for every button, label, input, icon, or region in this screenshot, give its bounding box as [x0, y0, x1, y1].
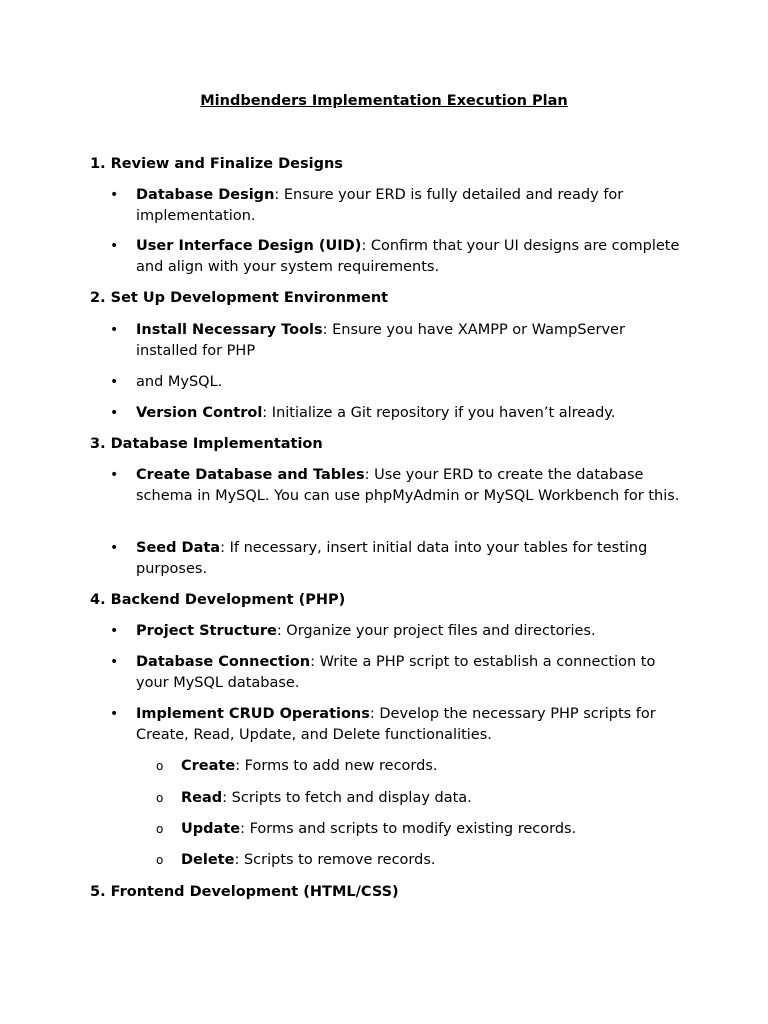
bullet: •: [110, 374, 119, 390]
list-item: [110, 320, 690, 362]
document-title: Mindbenders Implementation Execution Plan: [200, 93, 568, 109]
section-heading: 2. Set Up Development Environment: [90, 290, 389, 306]
list-item: [110, 704, 690, 746]
item-text: : If necessary, insert initial data into your tables for testing purposes.: [136, 540, 648, 577]
item-text: : Scripts to remove records.: [234, 852, 436, 868]
item-term: Read: [181, 790, 223, 806]
item-text: : Organize your project files and directories.: [276, 623, 596, 639]
sub-list-item: [156, 850, 686, 871]
sub-list-item: [156, 788, 686, 809]
item-text: : Use your ERD to create the database schema in MySQL. You can use phpMyAdmin or MySQL Workbench for this.: [136, 467, 680, 504]
item-term: Version Control: [136, 405, 263, 421]
list-item: [110, 372, 690, 393]
item-term: Project Structure: [136, 623, 277, 639]
list-item: [110, 236, 690, 278]
section-heading: 4. Backend Development (PHP): [90, 592, 346, 608]
list-item: [110, 403, 690, 424]
bullet: •: [110, 706, 119, 722]
list-item: [110, 538, 690, 580]
item-text: : Confirm that your UI designs are complete and align with your system requirements.: [136, 238, 680, 275]
item-term: Update: [181, 821, 241, 837]
item-term: Create: [181, 758, 236, 774]
list-item: [110, 185, 690, 227]
sub-bullet: o: [156, 822, 164, 836]
item-term: User Interface Design (UID): [136, 238, 362, 254]
item-text: : Ensure your ERD is fully detailed and ready for implementation.: [136, 187, 624, 224]
list-item: [110, 465, 690, 507]
bullet: •: [110, 187, 119, 203]
sub-bullet: o: [156, 791, 164, 805]
sub-bullet: o: [156, 759, 164, 773]
bullet: •: [110, 540, 119, 556]
bullet: •: [110, 322, 119, 338]
item-term: Implement CRUD Operations: [136, 706, 370, 722]
item-text: : Initialize a Git repository if you haven’t already.: [262, 405, 616, 421]
item-term: Database Design: [136, 187, 275, 203]
bullet: •: [110, 238, 119, 254]
bullet: •: [110, 654, 119, 670]
item-term: Install Necessary Tools: [136, 322, 323, 338]
list-item: [110, 621, 690, 642]
bullet: •: [110, 467, 119, 483]
section-heading: 1. Review and Finalize Designs: [90, 156, 343, 172]
item-term: Delete: [181, 852, 235, 868]
item-term: Database Connection: [136, 654, 311, 670]
item-term: Seed Data: [136, 540, 221, 556]
item-text: : Develop the necessary PHP scripts for Create, Read, Update, and Delete functionalities.: [136, 706, 656, 743]
item-text: : Forms to add new records.: [235, 758, 438, 774]
item-text: and MySQL.: [136, 374, 223, 390]
section-heading: 3. Database Implementation: [90, 436, 323, 452]
item-text: : Forms and scripts to modify existing records.: [240, 821, 577, 837]
section-heading: 5. Frontend Development (HTML/CSS): [90, 884, 399, 900]
bullet: •: [110, 623, 119, 639]
item-text: : Scripts to fetch and display data.: [222, 790, 472, 806]
bullet: •: [110, 405, 119, 421]
item-text: : Write a PHP script to establish a connection to your MySQL database.: [136, 654, 656, 691]
sub-list-item: [156, 756, 686, 777]
sub-bullet: o: [156, 853, 164, 867]
sub-list-item: [156, 819, 686, 840]
list-item: [110, 652, 690, 694]
item-term: Create Database and Tables: [136, 467, 365, 483]
item-text: : Ensure you have XAMPP or WampServer installed for PHP: [136, 322, 625, 359]
